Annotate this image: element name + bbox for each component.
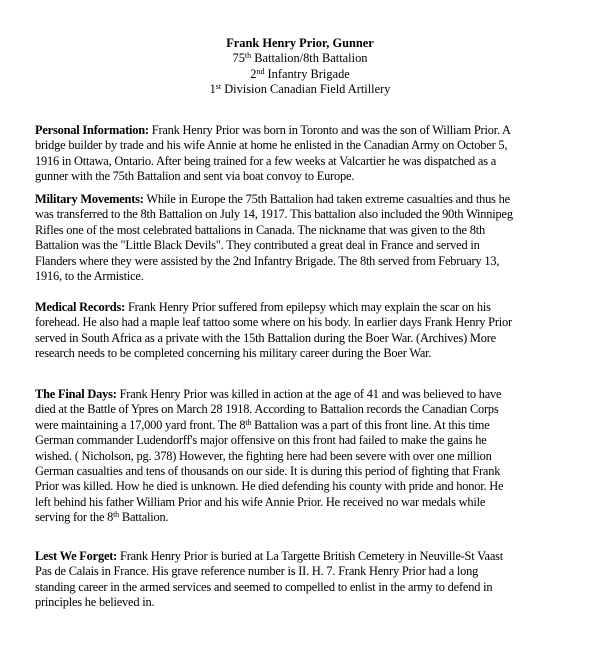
line-text: 1916, to the Armistice. [35, 269, 144, 284]
line-text: were maintaining a 17,000 yard front. The 8 [35, 417, 246, 432]
line-text: principles he believed in. [35, 595, 155, 610]
line-text: Battalion. [118, 510, 169, 525]
line-text: died at the Battle of Ypres on March 28 1918. According to Battalion records the Canadian Corps [35, 402, 499, 417]
ordinal-suffix: th [113, 510, 119, 520]
line-text: Flanders where they were assisted by the 2nd Infantry Brigade. The 8th served from February 13, [35, 253, 500, 268]
section-military-movements [35, 192, 580, 284]
line-text: While in Europe the 75th Battalion had taken extreme casualties and thus he [143, 192, 510, 206]
section-label: Personal Information: [35, 123, 149, 137]
text-line [0, 82, 600, 97]
text-line [35, 238, 580, 253]
text-line [35, 464, 580, 479]
text-line [35, 169, 580, 184]
ordinal-suffix: th [244, 51, 252, 61]
text-line [35, 564, 580, 579]
text-line [35, 595, 580, 610]
text-line [35, 580, 580, 595]
line-text: Division Canadian Field Artillery [221, 81, 391, 96]
line-text: Frank Henry Prior is buried at La Targette British Cemetery in Neuville-St Vaast [117, 549, 503, 563]
section-personal-information [35, 123, 580, 185]
line-text: 1 [209, 81, 216, 96]
line-text: research needs to be completed concerning his military career during the Boer War. [35, 346, 432, 361]
line-text: forehead. He also had a maple leaf tattoo some where on his body. In earlier days Frank Henry Prior [35, 315, 512, 330]
section-label: Lest We Forget: [35, 549, 118, 563]
line-text: Battalion was a part of this front line. At this time [251, 417, 490, 432]
section-label: The Final Days: [35, 387, 117, 401]
section-final-days [35, 387, 580, 526]
line-text: Prior was killed. How he died is unknown. He died defending his county with pride and honor. He [35, 479, 504, 494]
line-text: Frank Henry Prior suffered from epilepsy which may explain the scar on his [125, 300, 491, 314]
line-text: German casualties and tens of thousands on our side. It is during this period of fighting that Frank [35, 464, 501, 479]
line-text: Frank Henry Prior was born in Toronto and was the son of William Prior. A [148, 123, 511, 137]
text-line [35, 192, 580, 207]
subtitle-lines [0, 51, 600, 97]
line-text: Infantry Brigade [264, 66, 350, 81]
text-line [0, 67, 600, 82]
text-line [35, 207, 580, 222]
line-text: 2 [250, 66, 257, 81]
text-line [35, 315, 580, 330]
line-text: bridge builder by trade and his wife Annie at home he enlisted in the Canadian Army on October 5, [35, 138, 508, 153]
section-label: Military Movements: [35, 192, 144, 206]
text-line [35, 254, 580, 269]
section-medical-records [35, 300, 580, 362]
text-line [35, 346, 580, 361]
line-text: German commander Ludendorff's major offensive on this front had failed to make the gains he [35, 433, 487, 448]
text-line [35, 418, 580, 433]
line-text: Rifles one of the most celebrated battalions in Canada. The nickname that was given to the 8th [35, 222, 485, 237]
line-text: serving for the 8 [35, 510, 114, 525]
ordinal-suffix: st [215, 81, 222, 91]
line-text: standing career in the armed services and seemed to compelled to enlist in the army to defend in [35, 579, 493, 594]
text-line [35, 331, 580, 346]
text-line [35, 123, 580, 138]
text-line [35, 510, 580, 525]
line-text: was transferred to the 8th Battalion on July 14, 1917. This battalion also included the 90th Winnipeg [35, 207, 513, 222]
ordinal-suffix: th [245, 417, 252, 427]
line-text: Battalion was the "Little Black Devils". They contributed a great deal in France and served in [35, 238, 480, 253]
line-text: wished. ( Nicholson, pg. 378) However, the fighting here had been severe with over one million [35, 448, 492, 463]
document-title: Frank Henry Prior, Gunner [226, 36, 374, 50]
line-text: Frank Henry Prior was killed in action at the age of 41 and was believed to have [116, 387, 502, 401]
text-line [35, 300, 580, 315]
line-text: left behind his father William Prior and his wife Annie Prior. He received no war medals while [35, 494, 486, 509]
line-text: Pas de Calais in France. His grave reference number is II. H. 7. Frank Henry Prior had a long [35, 564, 479, 579]
line-text: gunner with the 75th Battalion and sent via boat convoy to Europe. [35, 169, 355, 184]
text-line [35, 402, 580, 417]
line-text: 1916 in Ottawa, Ontario. After being trained for a few weeks at Valcartier he was dispatched as a [35, 153, 497, 168]
text-line [35, 479, 580, 494]
text-line [35, 223, 580, 238]
text-line [35, 449, 580, 464]
text-line [35, 549, 580, 564]
ordinal-suffix: nd [256, 66, 265, 76]
line-text: Battalion/8th Battalion [251, 51, 368, 66]
section-label: Medical Records: [35, 300, 126, 314]
document-header [0, 36, 600, 97]
text-line [35, 495, 580, 510]
text-line [35, 138, 580, 153]
text-line [35, 387, 580, 402]
line-text: served in South Africa as a private with the 15th Battalion during the Boer War. (Archives) More [35, 330, 496, 345]
text-line [0, 51, 600, 66]
text-line [35, 433, 580, 448]
line-text: 75 [232, 51, 245, 66]
text-line [35, 269, 580, 284]
section-lest-we-forget [35, 549, 580, 611]
text-line [35, 154, 580, 169]
